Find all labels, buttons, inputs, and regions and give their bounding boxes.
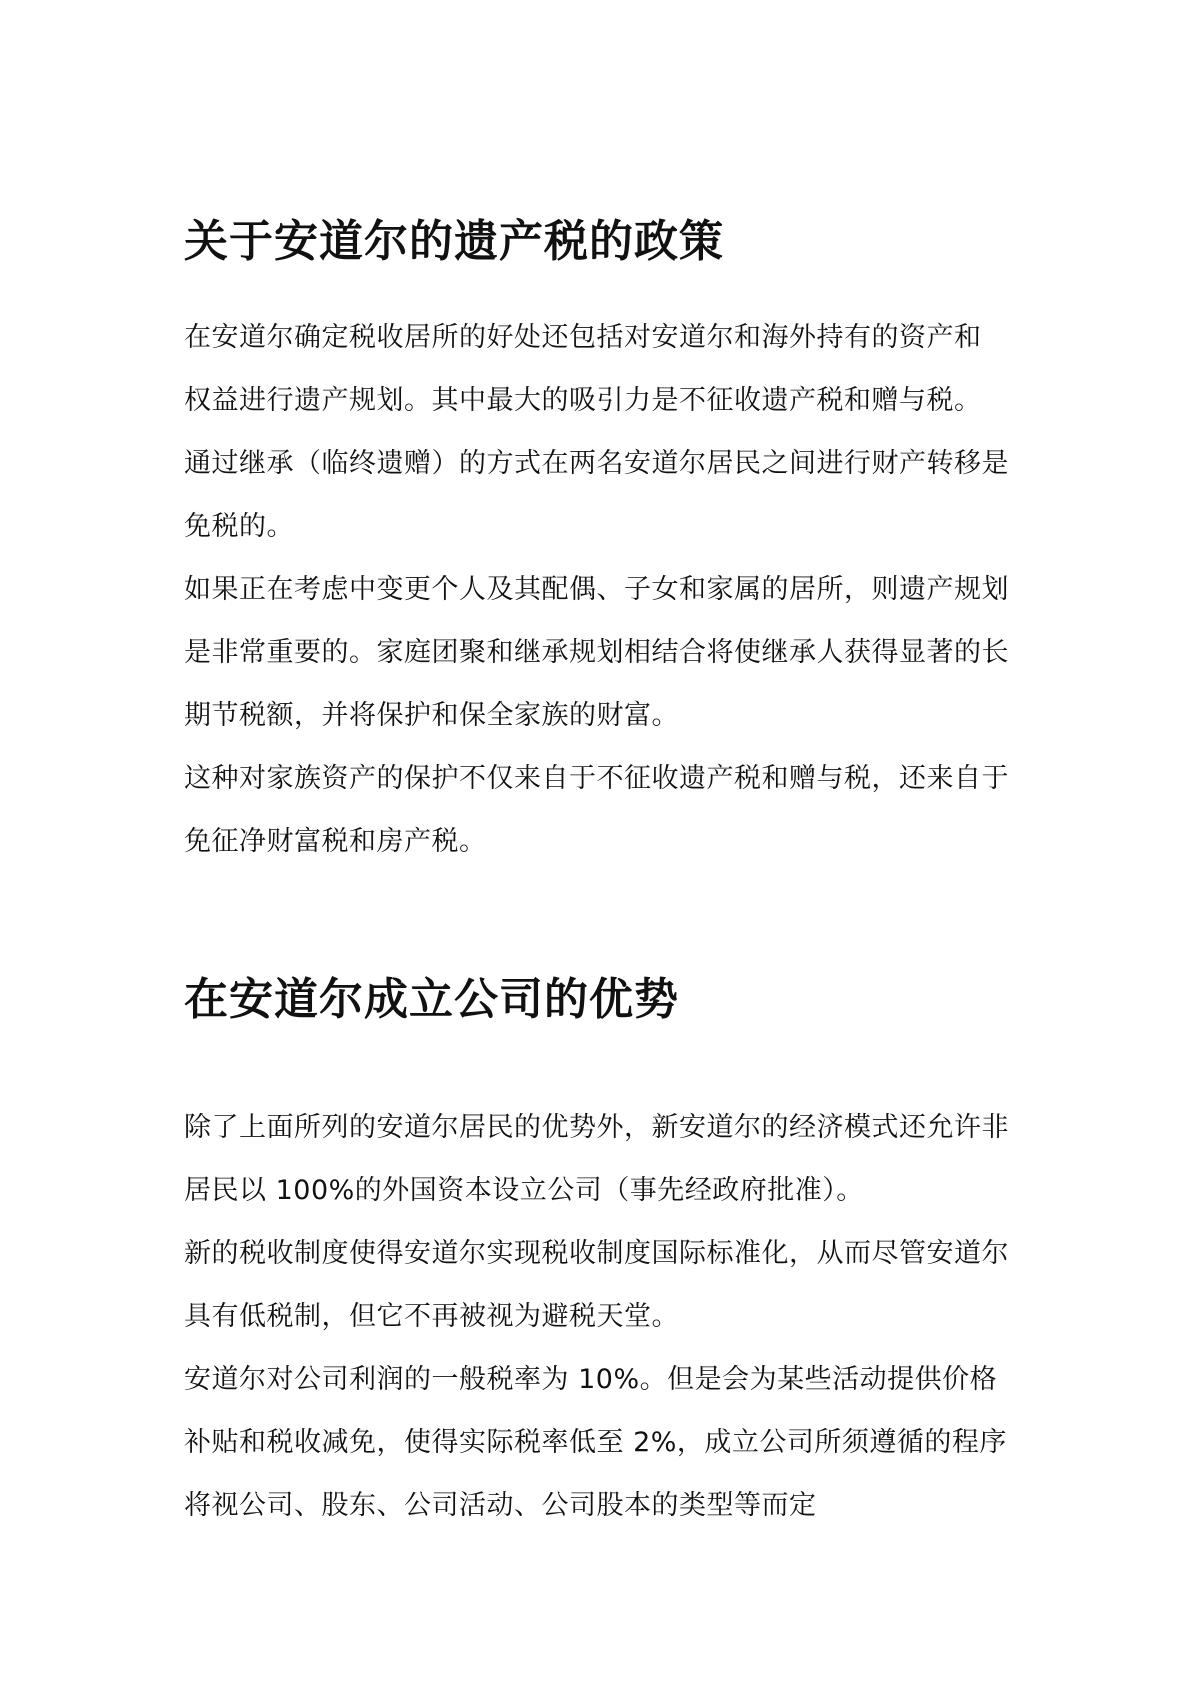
text-line: 这种对家族资产的保护不仅来自于不征收遗产税和赠与税，还来自于 xyxy=(184,763,1009,794)
text-line: 如果正在考虑中变更个人及其配偶、子女和家属的居所，则遗产规划 xyxy=(184,574,1009,605)
text-line: 安道尔对公司利润的一般税率为 10%。但是会为某些活动提供价格 xyxy=(184,1364,998,1395)
text-line: 除了上面所列的安道尔居民的优势外，新安道尔的经济模式还允许非 xyxy=(184,1112,1009,1143)
inheritance-tax-body xyxy=(184,306,1044,873)
company-advantages-body xyxy=(184,1096,1044,1537)
text-line: 新的税收制度使得安道尔实现税收制度国际标准化，从而尽管安道尔 xyxy=(184,1238,1009,1269)
text-line: 免征净财富税和房产税。 xyxy=(184,826,487,857)
text-line: 期节税额，并将保护和保全家族的财富。 xyxy=(184,700,679,731)
text-line: 免税的。 xyxy=(184,511,294,542)
section-title-company-advantages: 在安道尔成立公司的优势 xyxy=(184,974,679,1025)
text-line: 将视公司、股东、公司活动、公司股本的类型等而定 xyxy=(184,1490,817,1521)
text-line: 通过继承（临终遗赠）的方式在两名安道尔居民之间进行财产转移是 xyxy=(184,448,1009,479)
section-title-inheritance-tax: 关于安道尔的遗产税的政策 xyxy=(184,216,724,267)
text-line: 是非常重要的。家庭团聚和继承规划相结合将使继承人获得显著的长 xyxy=(184,637,1009,668)
text-line: 居民以 100%的外国资本设立公司（事先经政府批准）。 xyxy=(184,1175,864,1206)
text-line: 在安道尔确定税收居所的好处还包括对安道尔和海外持有的资产和 xyxy=(184,322,982,353)
text-line: 具有低税制，但它不再被视为避税天堂。 xyxy=(184,1301,679,1332)
text-line: 权益进行遗产规划。其中最大的吸引力是不征收遗产税和赠与税。 xyxy=(184,385,982,416)
text-line: 补贴和税收减免，使得实际税率低至 2%，成立公司所须遵循的程序 xyxy=(184,1427,1007,1458)
